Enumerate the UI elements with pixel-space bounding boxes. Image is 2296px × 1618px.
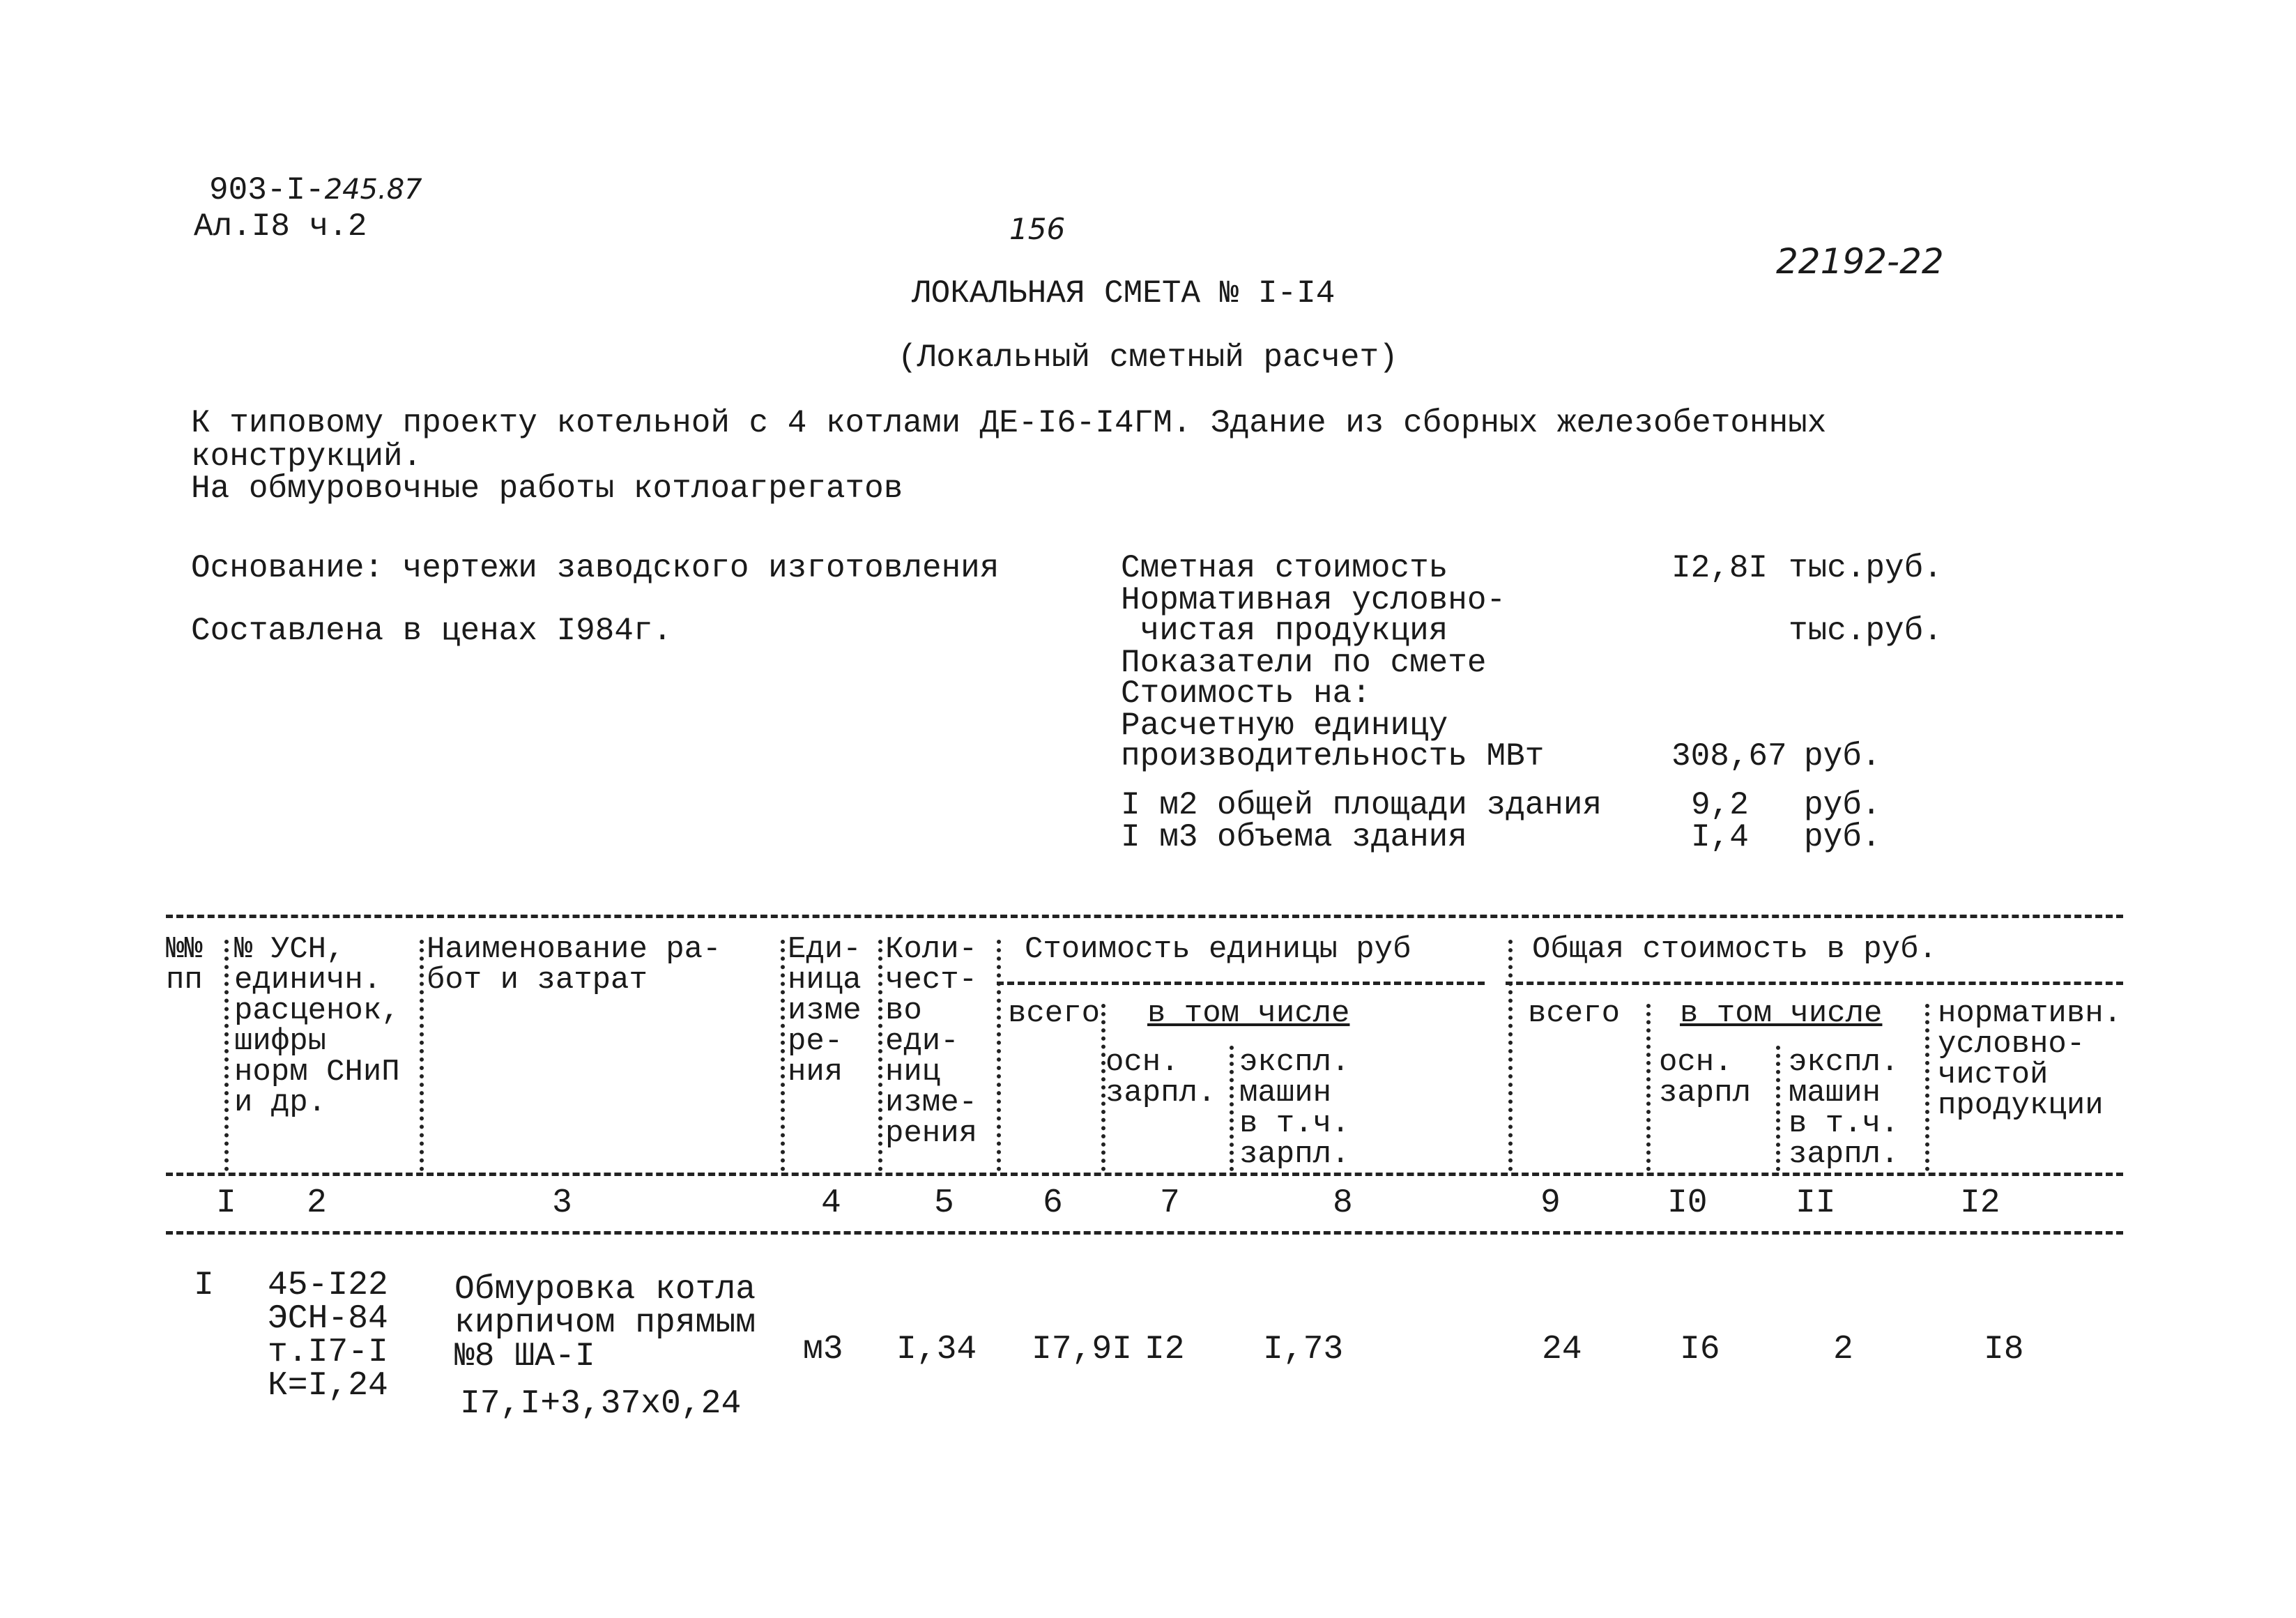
col-number: 9: [1540, 1184, 1561, 1222]
col-number: 7: [1160, 1184, 1180, 1222]
col-number: I2: [1960, 1184, 2000, 1222]
description-line-2: конструкций.: [191, 438, 422, 475]
header-work-name: Наименование ра- бот и затрат: [427, 932, 721, 998]
document-code-handwritten: 245.87: [324, 174, 422, 206]
document-code: [209, 174, 422, 206]
col-number: I0: [1667, 1184, 1708, 1222]
summary-label: производительность МВт: [1121, 738, 1545, 774]
basis-text: Основание: чертежи заводского изготовления: [191, 550, 1000, 586]
summary-value: I,4: [1691, 819, 1749, 855]
header-num: №№ пп: [166, 932, 203, 998]
col-number: 8: [1333, 1184, 1353, 1222]
summary-unit: руб.: [1804, 787, 1881, 823]
header-norm-product: нормативн. условно- чистой продукции: [1938, 996, 2122, 1123]
row-number: I: [194, 1267, 214, 1304]
summary-label: чистая продукция: [1121, 613, 1448, 649]
summary-value: I2,8I: [1671, 550, 1768, 586]
summary-value: 9,2: [1691, 787, 1749, 823]
col-number: I: [216, 1184, 236, 1222]
col-sep: [1230, 1046, 1234, 1171]
col-sep: [1925, 1004, 1929, 1171]
col-number: 6: [1043, 1184, 1063, 1222]
prices-text: Составлена в ценах I984г.: [191, 613, 673, 649]
row-total: 24: [1542, 1331, 1582, 1368]
row-work-name: Обмуровка котла кирпичом прямым №8 ША-I: [454, 1271, 756, 1375]
table-top-rule: [166, 915, 2123, 918]
header-total-cost: Общая стоимость в руб.: [1532, 932, 1937, 967]
col-number: II: [1796, 1184, 1836, 1222]
header-unit-machines: экспл. машин в т.ч. зарпл.: [1239, 1045, 1350, 1172]
description-line-1: К типовому проекту котельной с 4 котлами ДЕ-I6-I4ГМ. Здание из сборных железобетонных: [191, 405, 1827, 441]
row-unit: м3: [803, 1331, 843, 1368]
document-title: ЛОКАЛЬНАЯ СМЕТА № I-I4: [912, 275, 1335, 312]
header-quantity: Коли- чест- во еди- ниц изме- рения: [885, 932, 978, 1151]
col-sep: [420, 940, 424, 1171]
col-sep: [781, 940, 785, 1171]
summary-label: Сметная стоимость: [1121, 550, 1448, 586]
header-total-incl: в том числе: [1680, 996, 1883, 1031]
row-norm-product: I8: [1984, 1331, 2024, 1368]
col-sep: [1646, 1004, 1651, 1171]
header-unit: Еди- ница изме ре- ния: [788, 932, 862, 1090]
header-total-machines: экспл. машин в т.ч. зарпл.: [1789, 1045, 1899, 1172]
header-code: № УСН, единичн. расценок, шифры норм СНиП и др.: [234, 932, 400, 1120]
document-subtitle: (Локальный сметный расчет): [898, 339, 1398, 376]
row-formula: I7,I+3,37х0,24: [460, 1385, 742, 1423]
col-sep: [878, 940, 882, 1171]
total-cost-rule: [1506, 982, 2123, 985]
summary-value: 308,67: [1671, 738, 1787, 774]
header-bottom-rule: [166, 1173, 2123, 1176]
summary-label: Показатели по смете: [1121, 645, 1487, 681]
summary-label: I м3 объема здания: [1121, 819, 1467, 855]
summary-unit: руб.: [1804, 738, 1881, 774]
album-label: Ал.I8 ч.2: [194, 208, 367, 245]
summary-label: I м2 общей площади здания: [1121, 787, 1602, 823]
col-sep: [997, 940, 1001, 1171]
row-unit-salary: I2: [1145, 1331, 1185, 1368]
row-unit-total: I7,9I: [1032, 1331, 1133, 1368]
page-number: 156: [1009, 212, 1066, 246]
header-unit-salary: осн. зарпл.: [1105, 1045, 1216, 1111]
col-sep: [224, 940, 229, 1171]
document-code-printed: 903-I-: [209, 172, 325, 208]
col-number: 5: [934, 1184, 954, 1222]
col-sep: [1101, 1004, 1105, 1171]
summary-label: Расчетную единицу: [1121, 708, 1448, 744]
summary-unit: тыс.руб.: [1789, 613, 1943, 649]
description-line-3: На обмуровочные работы котлоагрегатов: [191, 471, 903, 507]
summary-unit: руб.: [1804, 819, 1881, 855]
row-total-machines: 2: [1833, 1331, 1853, 1368]
col-sep: [1776, 1046, 1780, 1171]
header-unit-incl: в том числе: [1147, 996, 1350, 1031]
summary-label: Стоимость на:: [1121, 676, 1371, 712]
col-number: 2: [307, 1184, 327, 1222]
unit-cost-rule: [997, 982, 1485, 985]
col-sep: [1508, 940, 1513, 1171]
header-unit-total: всего: [1008, 996, 1101, 1031]
col-number: 3: [552, 1184, 572, 1222]
summary-unit: тыс.руб.: [1789, 550, 1943, 586]
col-numbers-bottom-rule: [166, 1231, 2123, 1235]
row-code: 45-I22 ЭСН-84 т.I7-I К=I,24: [268, 1267, 388, 1405]
header-unit-cost: Стоимость единицы руб: [1025, 932, 1411, 967]
header-total: всего: [1528, 996, 1621, 1031]
col-number: 4: [821, 1184, 841, 1222]
header-total-salary: осн. зарпл: [1659, 1045, 1752, 1111]
archive-number: 22192-22: [1776, 241, 1944, 282]
summary-label: Нормативная условно-: [1121, 582, 1506, 618]
row-quantity: I,34: [896, 1331, 977, 1368]
row-unit-machines: I,73: [1263, 1331, 1344, 1368]
row-total-salary: I6: [1680, 1331, 1720, 1368]
